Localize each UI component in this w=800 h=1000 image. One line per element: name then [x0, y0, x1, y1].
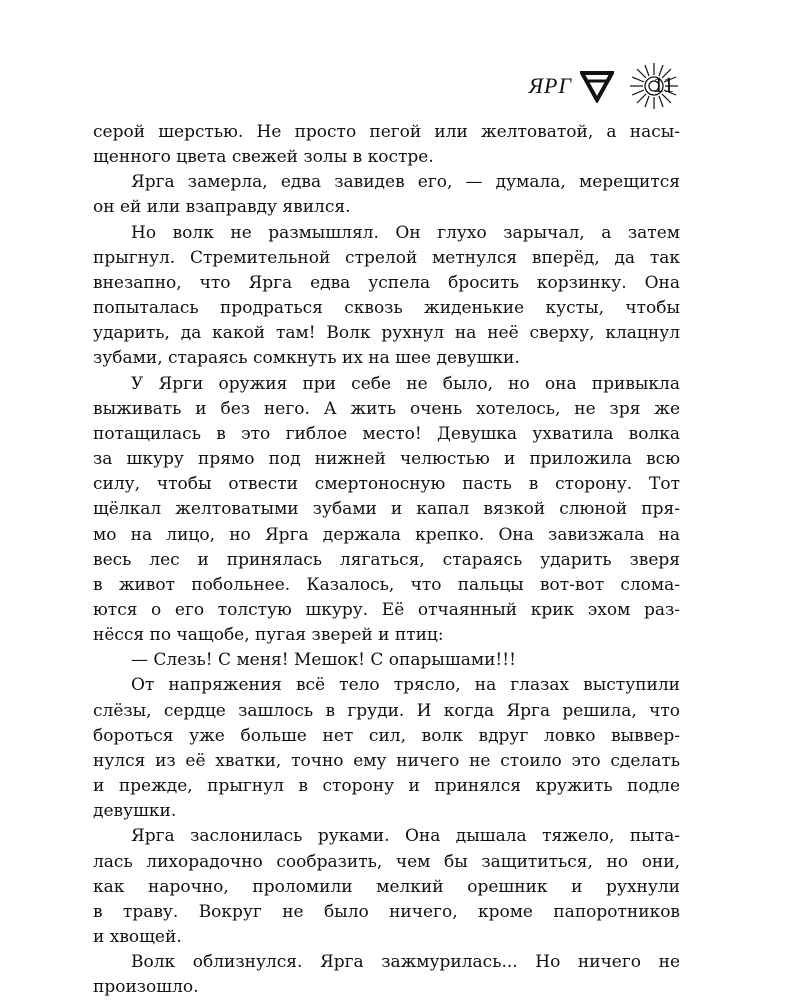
text-line: нулся из её хватки, точно ему ничего не стоило это сделать	[93, 750, 680, 771]
text-line: и прежде, прыгнул в сторону и принялся кружить подле	[93, 776, 680, 797]
text-line: щенного цвета свежей золы в костре.	[93, 147, 434, 168]
text-line: — Слезь! С меня! Мешок! С опарышами!!!	[131, 650, 516, 671]
text-line: выживать и без него. А жить очень хотелось, не зря же	[93, 398, 680, 419]
text-line: весь лес и принялась лягаться, стараясь ударить зверя	[93, 549, 680, 570]
text-line: как нарочно, проломили мелкий орешник и рухнули	[93, 876, 680, 897]
text-line: в траву. Вокруг не было ничего, кроме папоротников	[93, 901, 680, 922]
text-line: бороться уже больше нет сил, волк вдруг ловко выввер-	[93, 725, 680, 746]
triangle-emblem-icon	[580, 69, 614, 103]
text-line: попыталась продраться сквозь жиденькие кусты, чтобы	[93, 298, 680, 319]
text-line: девушки.	[93, 801, 177, 822]
text-line: внезапно, что Ярга едва успела бросить корзинку. Она	[93, 272, 680, 293]
text-line: Но волк не размышлял. Он глухо зарычал, а затем	[131, 222, 680, 243]
text-line: слёзы, сердце зашлось в груди. И когда Ярга решила, что	[93, 700, 680, 721]
page-body	[93, 120, 680, 1000]
text-line: мо на лицо, но Ярга держала крепко. Она завизжала на	[93, 524, 680, 545]
text-line: за шкуру прямо под нижней челюстью и приложила всю	[93, 449, 680, 470]
text-line: Ярга замерла, едва завидев его, — думала, мерещится	[131, 172, 680, 193]
text-line: серой шерстью. Не просто пегой или желтоватой, а насы-	[93, 122, 680, 142]
running-title: ЯРГ	[528, 73, 572, 98]
text-line: ются о его толстую шкуру. Её отчаянный крик эхом раз-	[93, 599, 680, 620]
text-line: потащилась в это гиблое место! Девушка ухватила волка	[93, 423, 680, 444]
text-line: прыгнул. Стремительной стрелой метнулся вперёд, да так	[93, 247, 680, 268]
text-line: произошло.	[93, 977, 199, 998]
text-line: силу, чтобы отвести смертоносную пасть в сторону. Тот	[93, 474, 680, 495]
text-line: От напряжения всё тело трясло, на глазах выступили	[131, 675, 680, 696]
text-line: он ей или взаправду явился.	[93, 197, 351, 218]
text-line: Ярга заслонилась руками. Она дышала тяжело, пыта-	[131, 826, 680, 847]
text-line: щёлкал желтоватыми зубами и капал вязкой слюной пря-	[93, 499, 680, 520]
text-line: в живот побольнее. Казалось, что пальцы вот-вот слома-	[93, 574, 680, 595]
text-line: Волк облизнулся. Ярга зажмурилась... Но ничего не	[131, 952, 680, 973]
text-line: нёсся по чащобе, пугая зверей и птиц:	[93, 625, 444, 646]
text-line: лась лихорадочно сообразить, чем бы защититься, но они,	[93, 851, 680, 872]
text-line: ударить, да какой там! Волк рухнул на неё сверху, клацнул	[93, 323, 680, 344]
text-line: и хвощей.	[93, 927, 182, 947]
text-line: зубами, стараясь сомкнуть их на шее девушки.	[93, 348, 520, 369]
page-number: 11	[653, 72, 675, 97]
text-line: У Ярги оружия при себе не было, но она привыкла	[131, 373, 680, 394]
